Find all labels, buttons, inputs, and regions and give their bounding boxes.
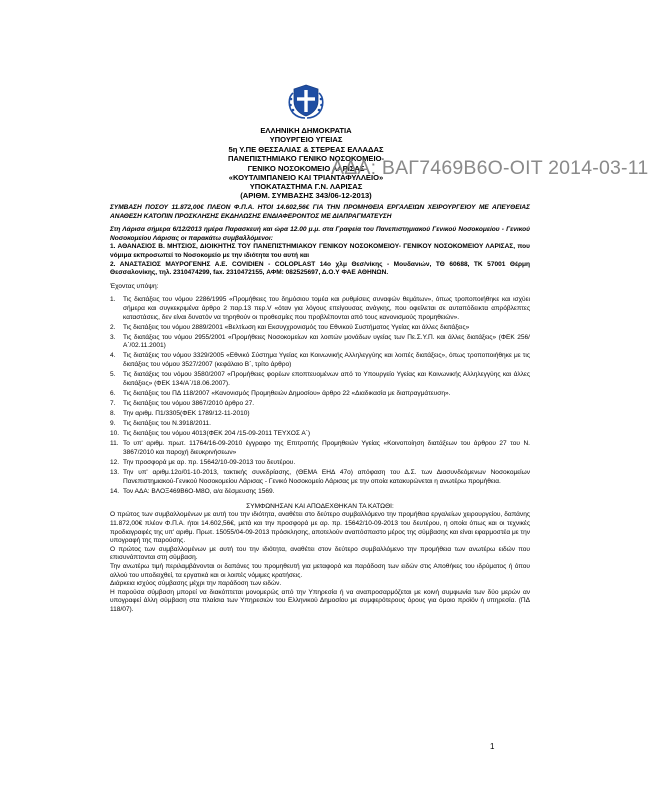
list-item: 6. Τις διατάξεις του ΠΔ 118/2007 «Κανονισμός Προμηθειών Δημοσίου» άρθρο 22 «Διαδικασία με διαπραγμάτευση». — [110, 389, 451, 397]
list-item: 11. Το υπ' αριθμ. πρωτ. 11764/16-09-2010 έγγραφο της Επιτροπής Προμηθειών Υγείας «Κοινοποίηση διατάξεων του άρθρου 27 του Ν. 3867/2010 και παροχή διευκρινήσεων» — [110, 440, 530, 456]
letterhead-line: ΕΛΛΗΝΙΚΗ ΔΗΜΟΚΡΑΤΙΑ — [260, 126, 352, 135]
list-item: 9. Τις διατάξεις του Ν.3918/2011. — [110, 420, 211, 428]
list-item: 8. Την αριθμ. Π1/3305(ΦΕΚ 1789/12-11-2010) — [110, 409, 250, 417]
contract-number: (ΑΡΙΘΜ. ΣΥΜΒΑΣΗΣ 343/06-12-2013) — [240, 191, 372, 200]
list-item: 7. Τις διατάξεις του νόμου 3867/2010 άρθρο 27. — [110, 399, 255, 407]
list-item: 3. Τις διατάξεις του νόμου 2955/2001 «Προμήθειες Νοσοκομείων και λοιπών μονάδων υγείας των Πε.Σ.Υ.Π. και άλλες διατάξεις» (ΦΕΚ 256/Α΄/02.11.2001) — [110, 333, 530, 350]
contract-subject: ΣΥΜΒΑΣΗ ΠΟΣΟΥ 11.872,00€ ΠΛΕΟΝ Φ.Π.Α. ΗΤΟΙ 14.602,56€ ΓΙΑ ΤΗΝ ΠΡΟΜΗΘΕΙΑ ΕΡΓΑΛΕΙΩΝ ΧΕΙΡΟΥΡΓΕΙΟΥ ΜΕ ΑΠΕΥΘΕΙΑΣ ΑΝΑΘΕΣΗ ΚΑΤΟΠΙΝ ΠΡΟΣΚΛΗΣΗΣ ΕΚΔΗΛΩΣΗΣ ΕΝΔΙΑΦΕΡΟΝΤΟΣ ΜΕ ΔΙΑΠΡΑΓΜΑΤΕΥΣΗ — [110, 204, 530, 220]
greek-coat-of-arms-icon — [285, 79, 327, 121]
letterhead-line: «ΚΟΥΤΛΙΜΠΑΝΕΙΟ ΚΑΙ ΤΡΙΑΝΤΑΦΥΛΛΕΙΟ» — [228, 173, 384, 183]
letterhead-line: ΥΠΟΥΡΓΕΙΟ ΥΓΕΙΑΣ — [269, 135, 343, 145]
considerations-list — [110, 296, 530, 496]
intro-paragraph: Στη Λάρισα σήμερα 6/12/2013 ημέρα Παρασκευή και ώρα 12.00 μ.μ. στα Γραφεία του Πανεπιστημιακού Γενικού Νοσοκομείου - Γενικού Νοσοκομείου Λάρισας οι παρακάτω συμβαλλόμενοι: — [110, 226, 530, 242]
list-item: 2. Τις διατάξεις του νόμου 2889/2001 «Βελτίωση και Εκσυγχρονισμός του Εθνικού Συστήματος Υγείας και άλλες διατάξεις» — [110, 323, 470, 331]
letterhead-line: ΓΕΝΙΚΟ ΝΟΣΟΚΟΜΕΙΟ ΛΑΡΙΣΑΣ — [247, 163, 365, 173]
closing-paragraph: Ο πρώτος των συμβαλλομένων με αυτή του την ιδιότητα, αναθέτει στο δεύτερο συμβαλλόμενο την προμήθεια εργαλείων χειρουργείου, δαπάνης 11.872,00€ πλέον Φ.Π.Α. ήτοι 14.602,56€, μετά και την προσφορά με αρ. πρ. 15642/10-09-2013 του δευτέρου, η οποία όπως και οι τεχνικές προδιαγραφές της υπ' αριθμ. Πρωτ. 15055/04-09-2013 πρόσκλησης, αποτελούν αναπόσπαστο μέρος της σύμβασης και είναι εφαρμοστέα με την υπογραφή της παρούσης. — [110, 511, 530, 545]
letterhead-line: 5η Υ.ΠΕ ΘΕΣΣΑΛΙΑΣ & ΣΤΕΡΕΑΣ ΕΛΛΑΔΑΣ — [228, 144, 384, 154]
having-regard-label: Έχοντας υπόψη: — [110, 282, 159, 290]
list-item: 5. Τις διατάξεις του νόμου 3580/2007 «Προμήθειες φορέων εποπτευομένων από το Υπουργείο Υγείας και Κοινωνικής Αλληλεγγύης και άλλες διατάξεις» (ΦΕΚ 134/Α΄/18.06.2007). — [110, 371, 530, 387]
letterhead-line: ΥΠΟΚΑΤΑΣΤΗΜΑ Γ.Ν. ΛΑΡΙΣΑΣ — [249, 182, 363, 192]
closing-paragraph: Η παρούσα σύμβαση μπορεί να διακόπτεται μονομερώς από την Υπηρεσία ή να αναπροσαρμόζεται με κοινή συμφωνία των δύο μερών αν υπογραφεί άλλη σύμβαση στα πλαίσια των Υπηρεσιών του Ελληνικού Δημοσίου με συμφερότερους όρους για όμοιο προϊόν ή υπηρεσία. (ΠΔ 118/07). — [110, 588, 530, 613]
party-two: 2. ΑΝΑΣΤΑΣΙΟΣ ΜΑΥΡΟΓΕΝΗΣ Α.Ε. COVIDIEN - COLOPLAST 14ο χλμ Θεσ/νίκης - Μουδανιών, ΤΘ 60688, ΤΚ 57001 Θέρμη Θεσσαλονίκης, τηλ. 2310474299, fax. 2310472155, ΑΦΜ: 082525697, Δ.Ο.Υ ΦΑΕ ΑΘΗΝΩΝ. — [110, 260, 530, 277]
list-item: 4. Τις διατάξεις του νόμου 3329/2005 «Εθνικό Σύστημα Υγείας και Κοινωνικής Αλληλεγγύης και λοιπές διατάξεις», όπως τροποποιήθηκε με τις διατάξεις του νόμου 3527/2007 (κεφάλαιο Β΄, τρίτο άρθρο) — [110, 352, 530, 368]
list-item: 1. Τις διατάξεις του νόμου 2286/1995 «Προμήθειες του δημόσιου τομέα και ρυθμίσεις συναφών θεμάτων», όπως τροποποιήθηκε και ισχύει σήμερα και συγκεκριμένα άρθρο 2 παρ.13 περ.V «όταν για λόγους επείγουσας ανάγκης, που οφείλεται σε αυταπόδεικτα απρόβλεπτες καταστάσεις, δεν είναι δυνατόν να τηρηθούν οι προθεσμίες που προβλέπονται από τους κανονισμούς προμηθειών». — [110, 296, 530, 321]
party-one: 1. ΑΘΑΝΑΣΙΟΣ Β. ΜΗΤΣΙΟΣ, ΔΙΟΙΚΗΤΗΣ ΤΟΥ ΠΑΝΕΠΙΣΤΗΜΙΑΚΟΥ ΓΕΝΙΚΟΥ ΝΟΣΟΚΟΜΕΙΟΥ- ΓΕΝΙΚΟΥ ΝΟΣΟΚΟΜΕΙΟΥ ΛΑΡΙΣΑΣ, που νόμιμα εκπροσωπεί το Νοσοκομείο με την ιδιότητα του αυτή και — [110, 243, 530, 259]
closing-paragraph: Διάρκεια ισχύος σύμβασης μέχρι την παράδοση των ειδών. — [110, 580, 282, 588]
list-item: 13. Την υπ' αριθμ.12ο/01-10-2013, τακτικής συνεδρίασης, (ΘΕΜΑ ΕΗΔ 47ο) απόφαση του Δ.Σ. των Διασυνδεόμενων Νοσοκομείων Πανεπιστημιακού-Γενικού Νοσοκομείου Λάρισας - Γενικό Νοσοκομείο Λάρισας με την οποία κατακυρώνεται η ανωτέρω προμήθεια. — [110, 469, 530, 485]
ada-watermark: ΑΔΑ: ΒΑΓ7469Β6Ο-ΟΙΤ 2014-03-11 — [331, 157, 648, 179]
closing-paragraph: Την ανωτέρω τιμή περιλαμβάνονται οι δαπάνες του προμηθευτή για μεταφορά και παράδοση των ειδών στις Αποθήκες του ιδρύματος ή όπου αλλού του υποδειχθεί, τα εργατικά και οι λοιπές νόμιμες κρατήσεις. — [110, 562, 530, 579]
agreed-heading: ΣΥΜΦΩΝΗΣΑΝ ΚΑΙ ΑΠΟΔΕΧΘΗΚΑΝ ΤΑ ΚΑΤΩΘΙ: — [246, 502, 394, 510]
list-item: 10. Τις διατάξεις του νόμου 4013(ΦΕΚ 204 /15-09-2011 ΤΕΥΧΟΣ Α΄) — [110, 430, 311, 438]
document-body — [110, 204, 530, 615]
letterhead-line: ΠΑΝΕΠΙΣΤΗΜΙΑΚΟ ΓΕΝΙΚΟ ΝΟΣΟΚΟΜΕΙΟ- — [227, 154, 385, 164]
list-item: 12. Την προσφορά με αρ. πρ. 15642/10-09-2013 του δευτέρου. — [110, 458, 296, 466]
page-number: 1 — [490, 742, 495, 751]
closing-paragraph: Ο πρώτος των συμβαλλομένων με αυτή του την ιδιότητα, αναθέτει στον δεύτερο συμβαλλόμενο την προμήθεια των ανωτέρω ειδών που επισυνάπτονται στη σύμβαση. — [110, 545, 530, 562]
list-item: 14. Τον ΑΔΑ: ΒΛΟΞ469Β6Ο-Μ8Ο, α/α δέσμευσης 1569. — [110, 487, 275, 495]
